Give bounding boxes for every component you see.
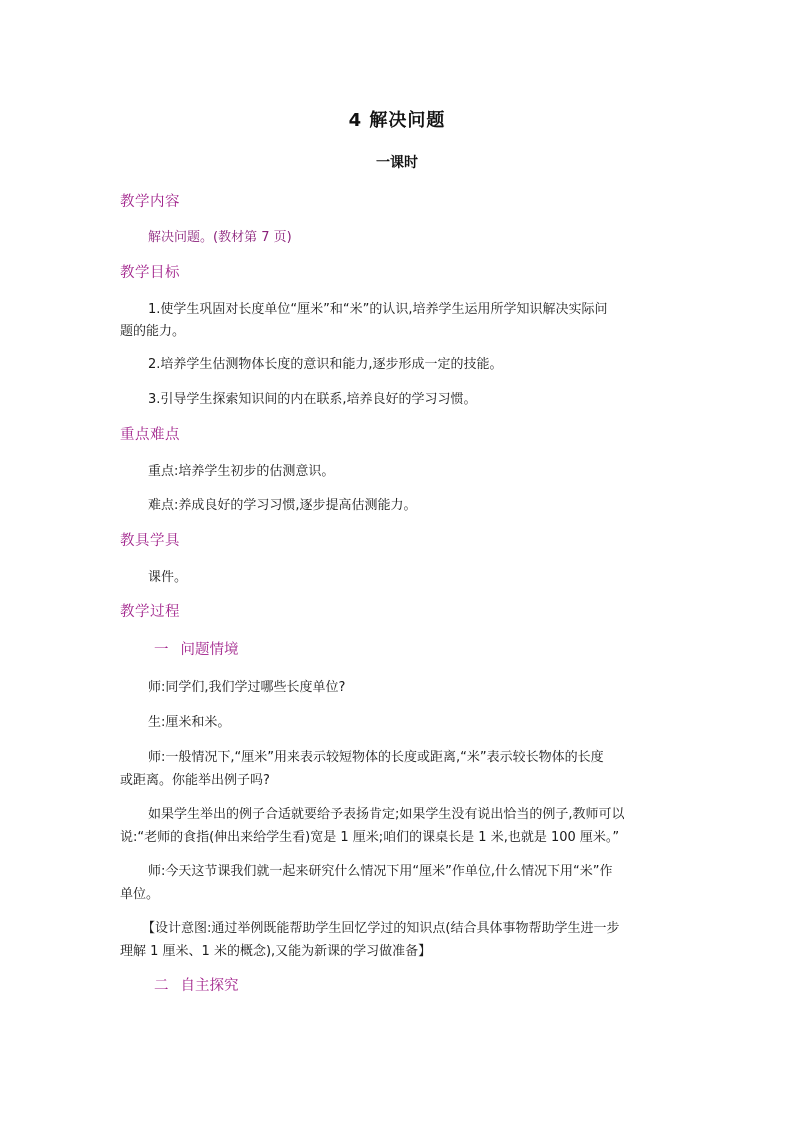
- guidance-line-1: 如果学生举出的例子合适就要给予表扬肯定;如果学生没有说出恰当的例子,教师可以: [148, 807, 625, 822]
- dialogue-teacher-2-line-2: 或距离。你能举出例子吗?: [120, 773, 270, 788]
- tools-text: 课件。: [148, 570, 188, 585]
- difficult-point: 难点:养成良好的学习习惯,逐步提高估测能力。: [148, 498, 417, 513]
- dialogue-teacher-3-line-2: 单位。: [120, 887, 160, 902]
- goal-2: 2.培养学生估测物体长度的意识和能力,逐步形成一定的技能。: [148, 357, 503, 372]
- dialogue-teacher-1: 师:同学们,我们学过哪些长度单位?: [148, 680, 346, 695]
- part-1-label: 问题情境: [180, 642, 239, 658]
- section-heading-process: 教学过程: [120, 604, 180, 620]
- process-part-1-heading: [154, 638, 239, 659]
- dialogue-teacher-3-line-1: 师:今天这节课我们就一起来研究什么情况下用“厘米”作单位,什么情况下用“米”作: [148, 864, 613, 879]
- key-point: 重点:培养学生初步的估测意识。: [148, 464, 335, 479]
- goal-3: 3.引导学生探索知识间的内在联系,培养良好的学习习惯。: [148, 392, 477, 407]
- design-intent-line-2: 理解 1 厘米、1 米的概念),又能为新课的学习做准备】: [120, 944, 432, 959]
- dialogue-student-1: 生:厘米和米。: [148, 715, 231, 730]
- section-heading-goals: 教学目标: [120, 265, 180, 281]
- guidance-line-2: 说:“老师的食指(伸出来给学生看)宽是 1 厘米;咱们的课桌长是 1 米,也就是 100 厘米。”: [120, 830, 620, 845]
- page-subtitle: 一课时: [376, 155, 418, 171]
- section-heading-tools: 教具学具: [120, 533, 180, 549]
- part-1-number: 一: [154, 642, 169, 658]
- part-2-label: 自主探究: [180, 978, 239, 994]
- section-heading-content: 教学内容: [120, 194, 180, 210]
- goal-1-line-1: 1.使学生巩固对长度单位“厘米”和“米”的认识,培养学生运用所学知识解决实际问: [148, 302, 608, 317]
- design-intent-line-1: 【设计意图:通过举例既能帮助学生回忆学过的知识点(结合具体事物帮助学生进一步: [142, 921, 620, 936]
- dialogue-teacher-2-line-1: 师:一般情况下,“厘米”用来表示较短物体的长度或距离,“米”表示较长物体的长度: [148, 750, 604, 765]
- content-text: 解决问题。(教材第 7 页): [148, 230, 292, 245]
- part-2-number: 二: [154, 978, 169, 994]
- page-title: 4 解决问题: [348, 110, 446, 131]
- section-heading-keypoints: 重点难点: [120, 427, 180, 443]
- goal-1-line-2: 题的能力。: [120, 324, 186, 339]
- process-part-2-heading: [154, 974, 239, 995]
